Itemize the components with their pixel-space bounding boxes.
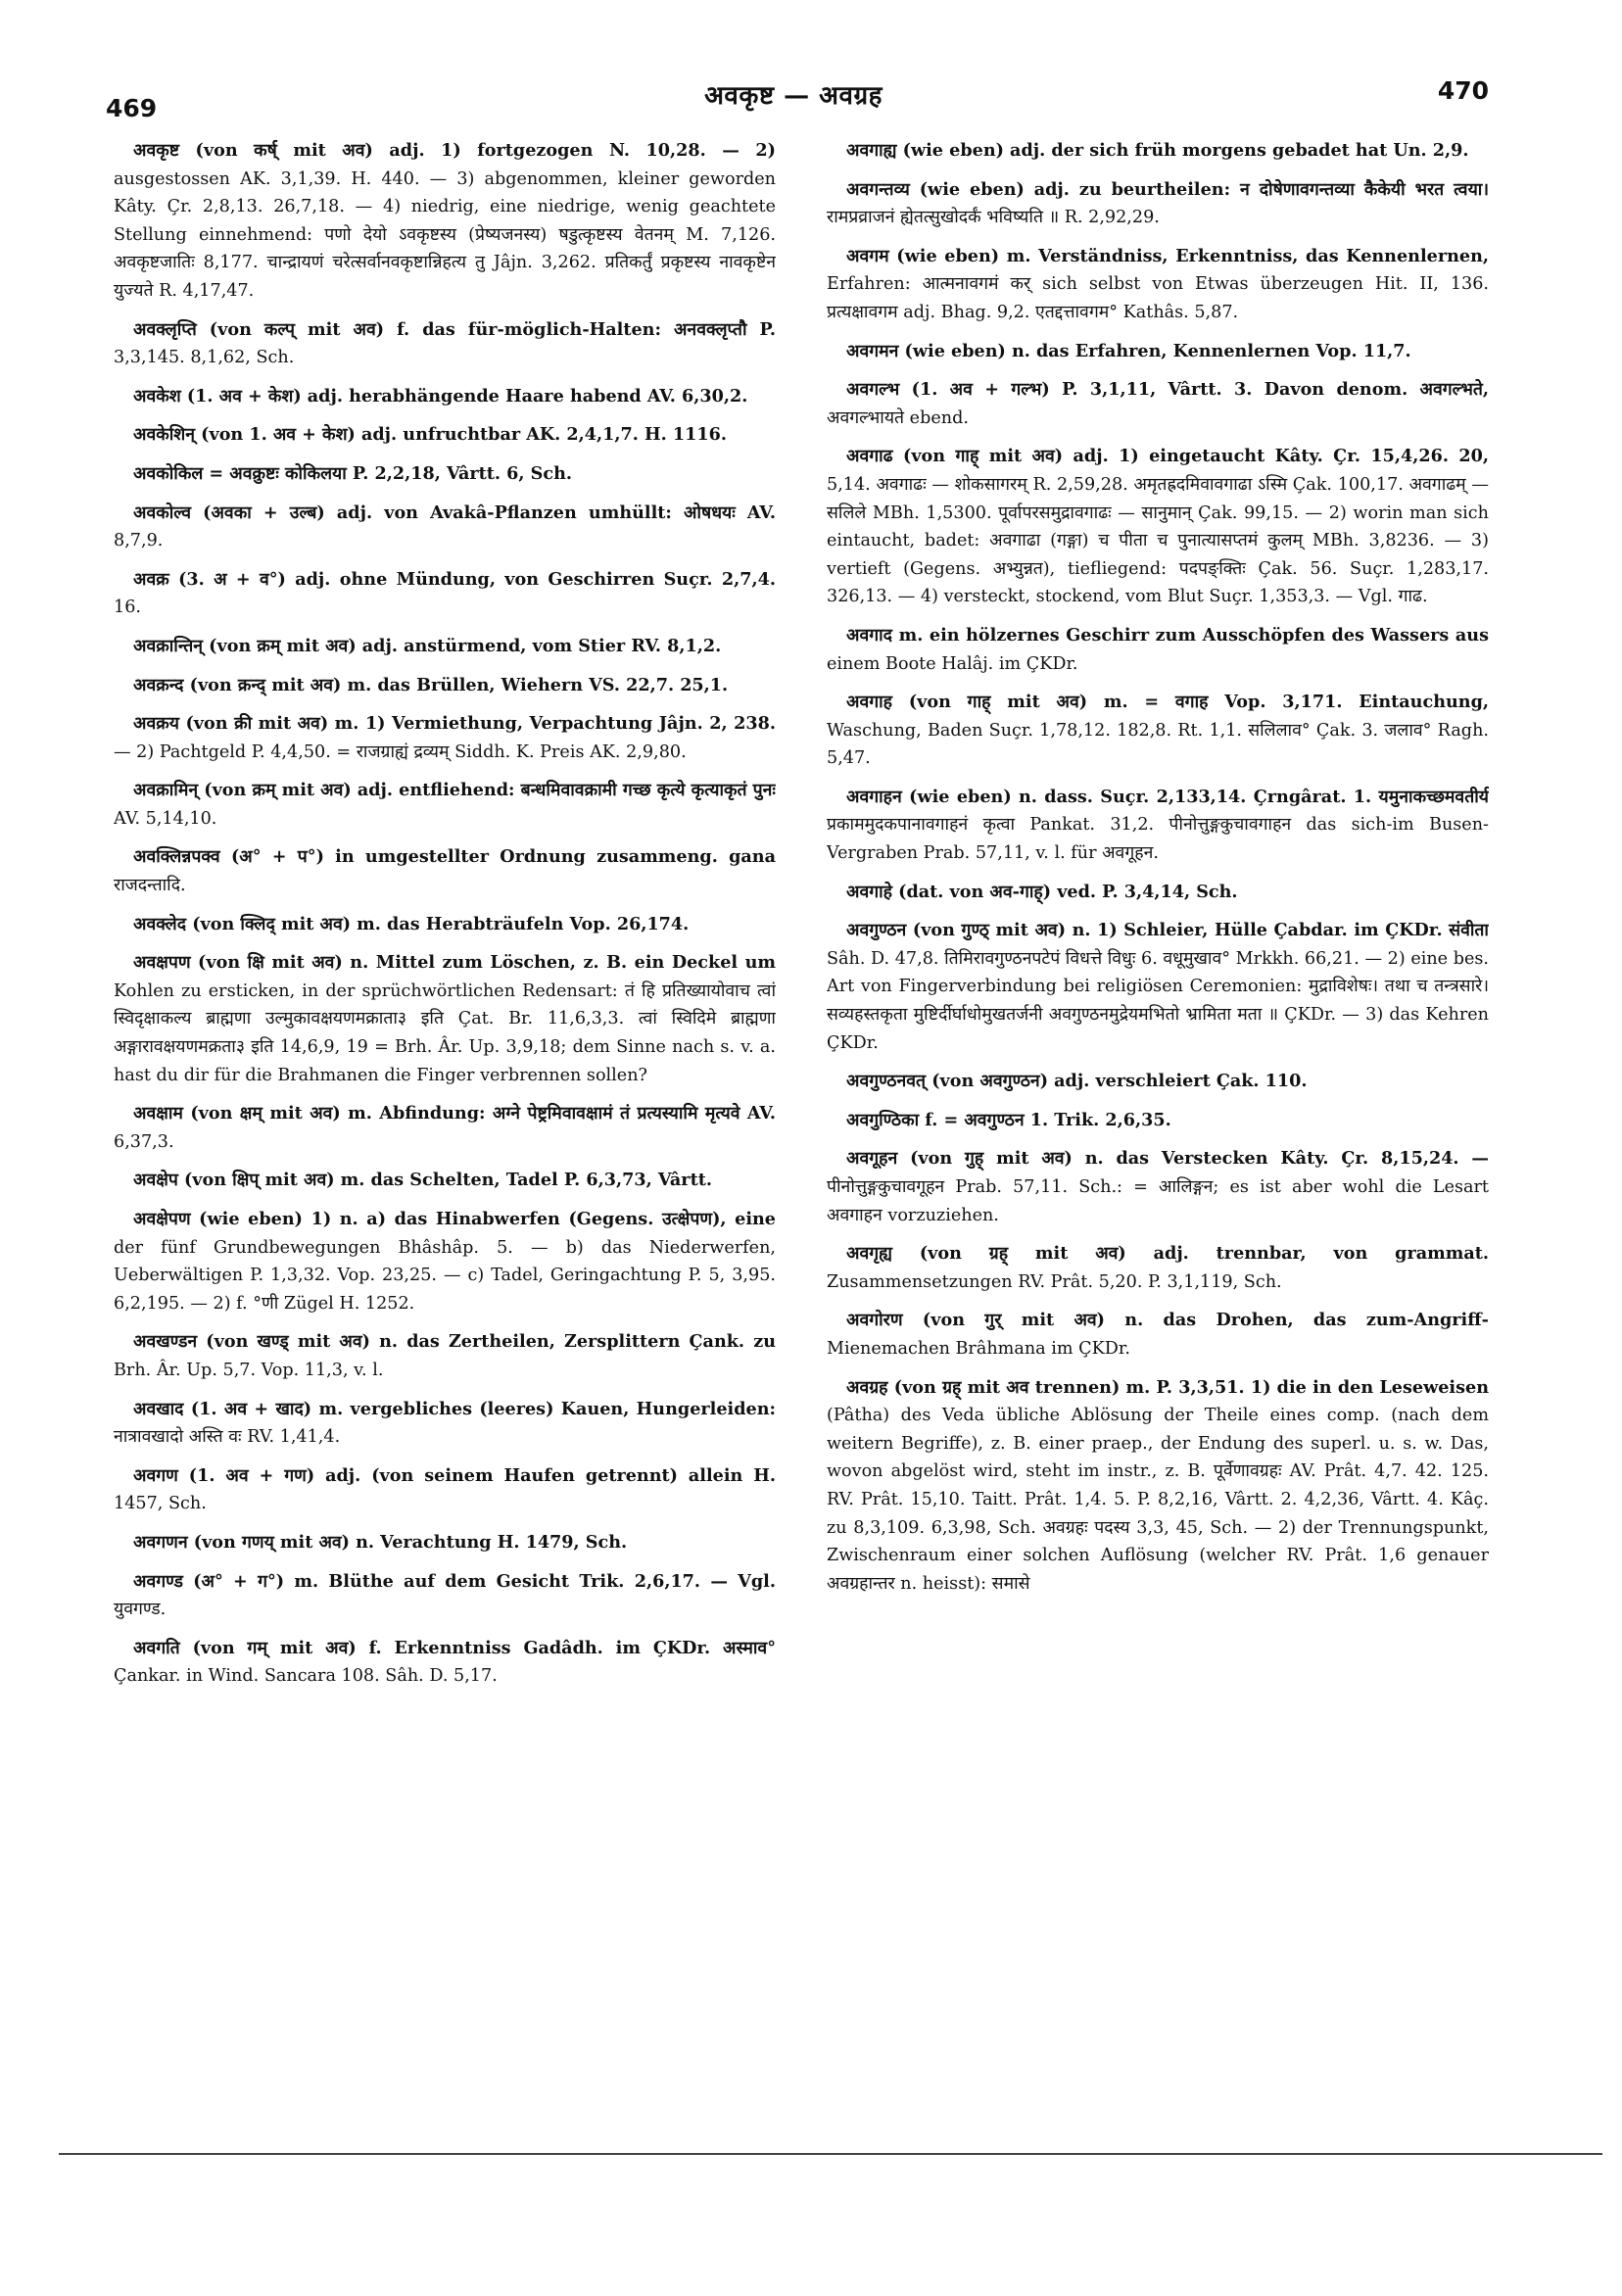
dictionary-entry: अवगणन (von गणय् mit अव) n. Verachtung H. 1479, Sch.	[133, 1531, 628, 1553]
dictionary-entry: अवक्षपण (von क्षि mit अव) n. Mittel zum Löschen, z. B. ein Deckel um Kohlen zu ersticken, in der sprüchwörtlichen Redensart: तं हि प्रतिख्यायोवाच त्वां स्विदृक्षाकल्य ब्राह्मणा उल्मुकावक्षयणमक्राता३ इति Çat. Br. 11,6,3,3. त्वां स्विदिमे ब्राह्मणा अङ्गारावक्षयणमक्रता३ इति 14,6,9, 19 = Brh. Âr. Up. 3,9,18; dem Sinne nach s. v. a. hast du dir für die Brahmanen die Finger verbrennen sollen?	[114, 952, 776, 1085]
dictionary-entry: अवगाह्य (wie eben) adj. der sich früh morgens gebadet hat Un. 2,9.	[846, 140, 1469, 161]
dictionary-entry: अवगूहन (von गुह् mit अव) n. das Verstecken Kâty. Çr. 8,15,24. — पीनोत्तुङ्गकुचावगूहन Prab. 57,11. Sch.: = आलिङ्गन; es ist aber wohl die Lesart अवगाहन vorzuziehen.	[827, 1148, 1489, 1225]
dictionary-entry: अवकृष्ट (von कर्ष् mit अव) adj. 1) fortgezogen N. 10,28. — 2) ausgestossen AK. 3,1,39. H. 440. — 3) abgenommen, kleiner geworden Kâty. Çr. 2,8,13. 26,7,18. — 4) niedrig, eine niedrige, wenig geachtete Stellung einnehmend: पणो देयो ऽवकृष्टस्य (प्रेष्यजनस्य) षडुत्कृष्टस्य वेतनम् M. 7,126. अवकृष्टजातिः 8,177. चान्द्रायणं चरेत्सर्वानवकृष्टान्निहत्य तु Jâjn. 3,262. प्रतिकर्तुं प्रकृष्टस्य नावकृष्टेन युज्यते R. 4,17,47.	[114, 140, 776, 301]
dictionary-entry: अवगम (wie eben) m. Verständniss, Erkenntniss, das Kennenlernen, Erfahren: आत्मनावगमं कर् sich selbst von Etwas überzeugen Hit. II, 136. प्रत्यक्षावगम adj. Bhag. 9,2. एतद्दत्तावगम° Kathâs. 5,87.	[827, 245, 1489, 322]
dictionary-entry: अवक्रामिन् (von क्रम् mit अव) adj. entfliehend: बन्धमिवावक्रामी गच्छ कृत्ये कृत्याकृतं पुनः AV. 5,14,10.	[114, 780, 776, 829]
dictionary-entry: अवक्रन्द (von क्रन्द् mit अव) m. das Brüllen, Wiehern VS. 22,7. 25,1.	[133, 674, 729, 695]
page-number-left: 469	[106, 94, 158, 122]
dictionary-entry: अवक्षाम (von क्षम् mit अव) m. Abfindung: अग्ने पेष्ट्रमिवावक्षामं तं प्रत्यस्यामि मृत्यवे AV. 6,37,3.	[114, 1103, 776, 1152]
dictionary-entry: अवगाहन (wie eben) n. dass. Suçr. 2,133,14. Çrngârat. 1. यमुनाकच्छमवतीर्य प्रकाममुदकपानावगाहनं कृत्वा Pankat. 31,2. पीनोत्तुङ्गकुचावगाहन das sich-im Busen-Vergraben Prab. 57,11, v. l. für अवगूहन.	[827, 786, 1489, 864]
dictionary-entry: अवक्षेपण (wie eben) 1) n. a) das Hinabwerfen (Gegens. उत्क्षेपण), eine der fünf Grundbewegungen Bhâshâp. 5. — b) das Niederwerfen, Ueberwältigen P. 1,3,32. Vop. 23,25. — c) Tadel, Geringachtung P. 5, 3,95. 6,2,195. — 2) f. °णी Zügel H. 1252.	[114, 1209, 776, 1314]
running-title: अवकृष्ट — अवग्रह	[704, 81, 883, 111]
dictionary-entry: अवगण (1. अव + गण) adj. (von seinem Haufen getrennt) allein H. 1457, Sch.	[114, 1464, 776, 1514]
dictionary-entry: अवगति (von गम् mit अव) f. Erkenntniss Gadâdh. im ÇKDr. अस्माव° Çankar. in Wind. Sancara 108. Sâh. D. 5,17.	[114, 1637, 776, 1687]
dictionary-entry: अवक्र (3. अ + व°) adj. ohne Mündung, von Geschirren Suçr. 2,7,4. 16.	[114, 568, 776, 618]
dictionary-entry: अवगाहे (dat. von अव-गाह्) ved. P. 3,4,14, Sch.	[846, 881, 1238, 902]
dictionary-entry: अवगाढ (von गाह् mit अव) adj. 1) eingetaucht Kâty. Çr. 15,4,26. 20, 5,14. अवगाढः — शोकसागरम् R. 2,59,28. अमृतह्रदमिवावगाढा ऽस्मि Çak. 100,17. अवगाढम् — सलिले MBh. 1,5300. पूर्वापरसमुद्रावगाढः — सानुमान् Çak. 99,15. — 2) worin man sich eintaucht, badet: अवगाढा (गङ्गा) च पीता च पुनात्यासप्तमं कुलम् MBh. 3,8236. — 3) vertieft (Gegens. अभ्युन्नत), tiefliegend: पदपङ्क्तिः Çak. 56. Suçr. 1,283,17. 326,13. — 4) versteckt, stockend, vom Blut Suçr. 1,353,3. — Vgl. गाढ.	[827, 446, 1489, 607]
dictionary-entry: अवक्लेद (von क्लिद् mit अव) m. das Herabträufeln Vop. 26,174.	[133, 913, 690, 934]
dictionary-entry: अवगुण्ठनवत् (von अवगुण्ठन) adj. verschleiert Çak. 110.	[846, 1071, 1308, 1092]
dictionary-entry: अवकोकिल = अवक्रुष्टः कोकिलया P. 2,2,18, Vârtt. 6, Sch.	[133, 462, 572, 484]
right-column	[827, 137, 1489, 2057]
dictionary-entry: अवगुण्ठन (von गुण्ठ् mit अव) n. 1) Schleier, Hülle Çabdar. im ÇKDr. संवीता Sâh. D. 47,8. तिमिरावगुण्ठनपटेपं विधत्ते विधुः 6. वधूमुखाव° Mrkkh. 66,21. — 2) eine bes. Art von Fingerverbindung bei religiösen Ceremonien: मुद्राविशेषः। तथा च तन्त्रसारे। सव्यहस्तकृता मुष्टिर्दीर्घाधोमुखतर्जनी अवगुण्ठनमुद्रेयमभितो भ्रामिता मता ॥ ÇKDr. — 3) das Kehren ÇKDr.	[827, 920, 1489, 1053]
page-header	[98, 76, 1489, 121]
dictionary-entry: अवगण्ड (अ° + ग°) m. Blüthe auf dem Gesicht Trik. 2,6,17. — Vgl. युवगण्ड.	[114, 1570, 776, 1620]
left-column	[114, 137, 776, 2057]
dictionary-entry: अवगृह्य (von ग्रह् mit अव) adj. trennbar, von grammat. Zusammensetzungen RV. Prât. 5,20. P. 3,1,119, Sch.	[827, 1243, 1489, 1292]
footer-rule	[59, 2153, 1602, 2155]
dictionary-entry: अवगन्तव्य (wie eben) adj. zu beurtheilen: न दोषेणावगन्तव्या कैकेयी भरत त्वया। रामप्रव्राजनं ह्येतत्सुखोदर्कं भविष्यति ॥ R. 2,92,29.	[827, 178, 1489, 228]
dictionary-entry: अवखण्डन (von खण्ड् mit अव) n. das Zertheilen, Zersplittern Çank. zu Brh. Âr. Up. 5,7. Vop. 11,3, v. l.	[114, 1331, 776, 1380]
dictionary-entry: अवकोल्व (अवका + उल्ब) adj. von Avakâ-Pflanzen umhüllt: ओषधयः AV. 8,7,9.	[114, 502, 776, 551]
dictionary-entry: अवगमन (wie eben) n. das Erfahren, Kennenlernen Vop. 11,7.	[846, 340, 1411, 361]
dictionary-entry: अवक्लृप्ति (von कल्प् mit अव) f. das für-möglich-Halten: अनवक्लृप्तौ P. 3,3,145. 8,1,62, Sch.	[114, 318, 776, 368]
dictionary-entry: अवगाह (von गाह् mit अव) m. = वगाह Vop. 3,171. Eintauchung, Waschung, Baden Suçr. 1,78,12. 182,8. Rt. 1,1. सलिलाव° Çak. 3. जलाव° Ragh. 5,47.	[827, 692, 1489, 769]
dictionary-entry: अवक्लिन्नपक्व (अ° + प°) in umgestellter Ordnung zusammeng. gana राजदन्तादि.	[114, 846, 776, 896]
dictionary-entry: अवगोरण (von गुर् mit अव) n. das Drohen, das zum-Angriff-Mienemachen Brâhmana im ÇKDr.	[827, 1310, 1489, 1359]
dictionary-entry: अवक्रय (von क्री mit अव) m. 1) Vermiethung, Verpachtung Jâjn. 2, 238. — 2) Pachtgeld P. 4,4,50. = राजग्राह्यं द्रव्यम् Siddh. K. Preis AK. 2,9,80.	[114, 713, 776, 762]
dictionary-entry: अवकेश (1. अव + केश) adj. herabhängende Haare habend AV. 6,30,2.	[133, 385, 748, 407]
dictionary-entry: अवखाद (1. अव + खाद) m. vergebliches (leeres) Kauen, Hungerleiden: नात्रावखादो अस्ति वः RV. 1,41,4.	[114, 1398, 776, 1448]
dictionary-entry: अवकेशिन् (von 1. अव + केश) adj. unfruchtbar AK. 2,4,1,7. H. 1116.	[133, 424, 727, 446]
dictionary-entry: अवगुण्ठिका f. = अवगुण्ठन 1. Trik. 2,6,35.	[846, 1109, 1171, 1130]
dictionary-entry: अवक्षेप (von क्षिप् mit अव) m. das Schelten, Tadel P. 6,3,73, Vârtt.	[133, 1170, 712, 1191]
dictionary-entry: अवग्रह (von ग्रह् mit अव trennen) m. P. 3,3,51. 1) die in den Leseweisen (Pâtha) des Veda übliche Ablösung der Theile eines comp. (nach dem weitern Begriffe), z. B. einer praep., der Endung des superl. u. s. w. Das, wovon abgelöst wird, steht im instr., z. B. पूर्वेणावग्रहः AV. Prât. 4,7. 42. 125. RV. Prât. 15,10. Taitt. Prât. 1,4. 5. P. 8,2,16, Vârtt. 2. 4,2,36, Vârtt. 4. Kâç. zu 8,3,109. 6,3,98, Sch. अवग्रहः पदस्य 3,3, 45, Sch. — 2) der Trennungspunkt, Zwischenraum einer solchen Auflösung (welcher RV. Prât. 1,6 genauer अवग्रहान्तर n. heisst): समासे	[827, 1376, 1489, 1594]
page-number-right: 470	[1437, 76, 1489, 105]
dictionary-entry: अवगल्भ (1. अव + गल्भ) P. 3,1,11, Vârtt. 3. Davon denom. अवगल्भते, अवगल्भायते ebend.	[827, 379, 1489, 428]
dictionary-entry: अवक्रान्तिन् (von क्रम् mit अव) adj. anstürmend, vom Stier RV. 8,1,2.	[133, 635, 722, 656]
dictionary-entry: अवगाद m. ein hölzernes Geschirr zum Ausschöpfen des Wassers aus einem Boote Halâj. im ÇKDr.	[827, 624, 1489, 674]
